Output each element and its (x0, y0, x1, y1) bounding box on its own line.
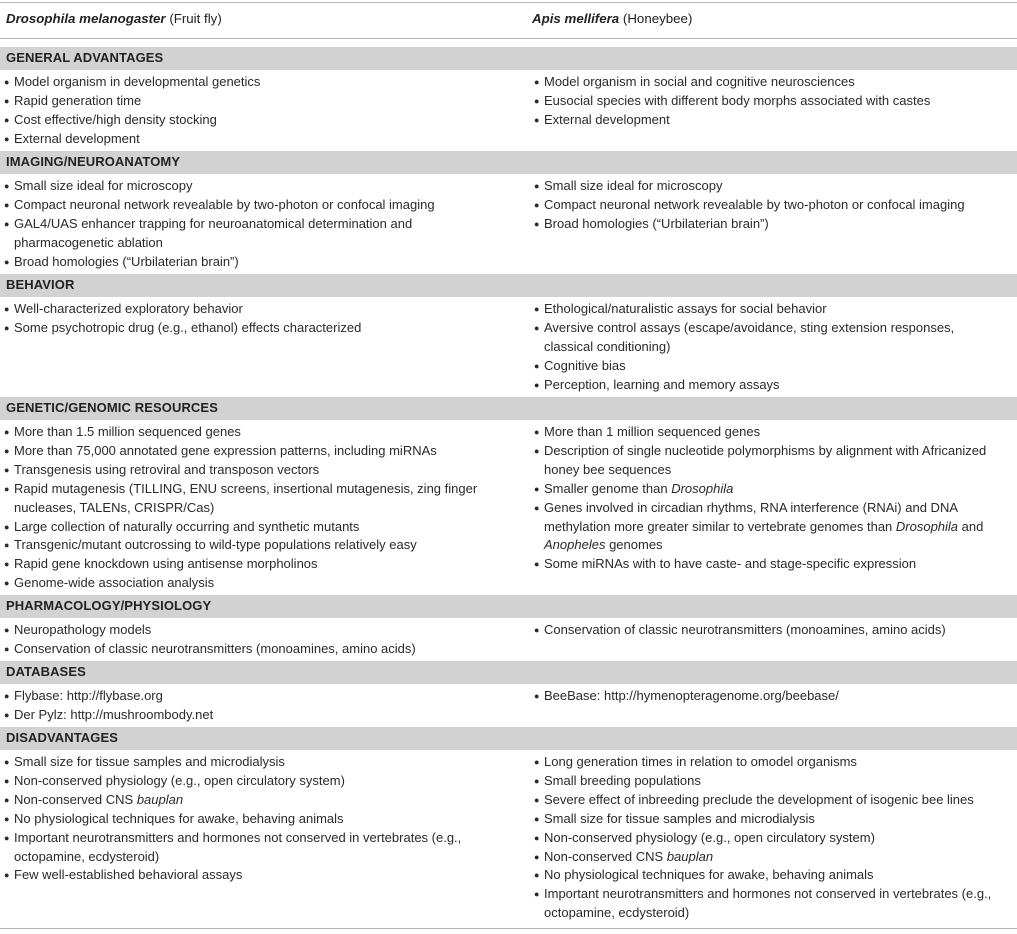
list-item (0, 480, 500, 499)
list-item-text: Important neurotransmitters and hormones not conserved in vertebrates (e.g., (544, 886, 992, 902)
bullet-icon: ● (4, 114, 10, 125)
italic-term: Drosophila (671, 480, 734, 496)
list-item-text: Model organism in developmental genetics (14, 74, 261, 89)
list-item (530, 215, 1017, 234)
list-item-text: Small size for tissue samples and microdialysis (544, 810, 815, 826)
list-item (0, 536, 500, 555)
list-item (530, 423, 1017, 442)
list-item-text: octopamine, ecdysteroid) (14, 848, 160, 864)
list-item (0, 866, 500, 885)
list-item-text: Small breeding populations (544, 772, 701, 788)
list-item-text: Compact neuronal network revealable by two-photon or confocal imaging (14, 196, 435, 212)
list-item (530, 319, 1017, 338)
bullet-icon: ● (534, 775, 540, 786)
list-item-text: Non-conserved physiology (e.g., open circulatory system) (14, 772, 345, 788)
fruit-fly-column (0, 687, 500, 725)
list-item-text: nucleases, TALENs, CRISPR/Cas) (14, 499, 215, 515)
section-title: PHARMACOLOGY/PHYSIOLOGY (6, 598, 212, 613)
bullet-icon: ● (534, 889, 540, 900)
section-band (0, 274, 1017, 297)
bullet-icon: ● (4, 304, 10, 314)
bullet-icon: ● (534, 304, 540, 314)
bullet-icon: ● (534, 691, 540, 701)
bullet-icon: ● (4, 578, 10, 589)
list-item-text: Few well-established behavioral assays (14, 867, 243, 883)
list-item (0, 423, 500, 442)
list-item-text: honey bee sequences (544, 461, 672, 477)
honeybee-column (530, 753, 1017, 923)
list-item-text: Long generation times in relation to omodel organisms (544, 754, 857, 769)
list-item (0, 706, 500, 725)
column-header-fruit-fly (6, 10, 222, 28)
bullet-icon: ● (4, 427, 10, 437)
bullet-icon: ● (534, 757, 540, 767)
list-item (0, 640, 500, 659)
list-item (530, 621, 1017, 640)
section-title: GENERAL ADVANTAGES (6, 50, 164, 65)
list-item-text: classical conditioning) (544, 338, 671, 354)
table-bottom-rule (0, 928, 1017, 929)
honeybee-column (530, 687, 1017, 706)
list-item (0, 555, 500, 574)
list-item-text: Small size ideal for microscopy (14, 178, 193, 193)
italic-term: Drosophila (895, 518, 959, 534)
bullet-icon: ● (4, 813, 10, 824)
list-item-text: Rapid generation time (14, 92, 142, 108)
list-item-text: Compact neuronal network revealable by two-photon or confocal imaging (544, 196, 965, 212)
bullet-icon: ● (4, 757, 10, 767)
honeybee-column (530, 73, 1017, 130)
list-item (530, 848, 1017, 867)
list-item (0, 753, 500, 772)
bullet-icon: ● (4, 256, 10, 267)
list-item (0, 687, 500, 706)
bullet-icon: ● (4, 483, 10, 494)
list-item (530, 111, 1017, 130)
list-item-continuation (530, 518, 1017, 537)
honeybee-column (530, 177, 1017, 234)
list-item-text: Description of single nucleotide polymorphisms by alignment with Africanized (544, 442, 987, 458)
bullet-icon: ● (4, 775, 10, 786)
list-item (530, 772, 1017, 791)
list-item-text: Model organism in social and cognitive neurosciences (544, 74, 855, 89)
bullet-icon: ● (534, 794, 540, 805)
bullet-icon: ● (4, 181, 10, 191)
bullet-icon: ● (4, 199, 10, 210)
bullet-icon: ● (4, 218, 10, 229)
list-item (530, 480, 1017, 499)
list-item-text: Small size for tissue samples and microdialysis (14, 754, 285, 769)
italic-term: bauplan (666, 848, 714, 864)
bullet-icon: ● (4, 133, 10, 144)
fruit-fly-column (0, 177, 500, 272)
section-band (0, 151, 1017, 174)
section-band (0, 595, 1017, 618)
column-header-common-name: (Fruit fly) (169, 11, 222, 26)
fruit-fly-column (0, 621, 500, 659)
list-item-text: No physiological techniques for awake, behaving animals (14, 810, 344, 826)
list-item-text: Well-characterized exploratory behavior (14, 301, 243, 316)
list-item-text: Transgenesis using retroviral and transposon vectors (14, 461, 320, 477)
bullet-icon: ● (534, 851, 540, 862)
bullet-icon: ● (534, 502, 540, 513)
list-item (530, 442, 1017, 461)
list-item (0, 253, 500, 272)
bullet-icon: ● (534, 427, 540, 437)
bullet-icon: ● (4, 464, 10, 475)
list-item (0, 442, 500, 461)
list-item-text: External development (14, 130, 140, 146)
section-band (0, 47, 1017, 70)
column-header-honeybee (532, 10, 692, 28)
fruit-fly-column (0, 300, 500, 338)
list-item-text: No physiological techniques for awake, behaving animals (544, 867, 874, 883)
list-item (530, 885, 1017, 904)
list-item-text: Eusocial species with different body morphs associated with castes (544, 92, 931, 108)
list-item-text: GAL4/UAS enhancer trapping for neuroanatomical determination and (14, 215, 413, 231)
list-item-text: More than 1 million sequenced genes (544, 424, 761, 439)
bullet-icon: ● (4, 521, 10, 532)
list-item-text: Genes involved in circadian rhythms, RNA interference (RNAi) and DNA (544, 499, 959, 515)
bullet-icon: ● (534, 445, 540, 456)
list-item-text: octopamine, ecdysteroid) (544, 905, 690, 921)
list-item (530, 376, 1017, 395)
list-item (0, 196, 500, 215)
list-item (530, 810, 1017, 829)
list-item (0, 461, 500, 480)
honeybee-column (530, 423, 1017, 574)
honeybee-column (530, 300, 1017, 395)
section-band (0, 727, 1017, 750)
list-item (0, 73, 500, 92)
bullet-icon: ● (534, 322, 540, 333)
fruit-fly-column (0, 753, 500, 885)
list-item-text: Some psychotropic drug (e.g., ethanol) effects characterized (14, 319, 362, 335)
list-item (530, 300, 1017, 319)
bullet-icon: ● (534, 360, 540, 371)
list-item (530, 687, 1017, 706)
list-item-text: Neuropathology models (14, 622, 152, 637)
list-item-text: pharmacogenetic ablation (14, 234, 163, 250)
list-item (0, 829, 500, 848)
bullet-icon: ● (534, 218, 540, 229)
section-title: DISADVANTAGES (6, 730, 119, 745)
section-title: BEHAVIOR (6, 277, 75, 292)
bullet-icon: ● (4, 445, 10, 456)
list-item-text: methylation more greater similar to vertebrate genomes than Drosophila and (544, 518, 984, 534)
list-item-continuation (0, 848, 500, 867)
list-item (530, 357, 1017, 376)
italic-term: bauplan (136, 791, 184, 807)
bullet-icon: ● (4, 794, 10, 805)
list-item (0, 300, 500, 319)
list-item (0, 92, 500, 111)
bullet-icon: ● (4, 870, 10, 881)
list-item-text: Non-conserved CNS bauplan (544, 848, 714, 864)
list-item-text: Important neurotransmitters and hormones not conserved in vertebrates (e.g., (14, 829, 462, 845)
italic-term: Anopheles (544, 537, 606, 553)
bullet-icon: ● (534, 813, 540, 824)
table-top-rule (0, 2, 1017, 3)
list-item (0, 518, 500, 537)
list-item (530, 555, 1017, 574)
list-item-continuation (0, 499, 500, 518)
bullet-icon: ● (4, 77, 10, 87)
list-item-text: Smaller genome than Drosophila (544, 480, 734, 496)
bullet-icon: ● (4, 691, 10, 701)
section-title: GENETIC/GENOMIC RESOURCES (6, 400, 218, 415)
fruit-fly-column (0, 73, 500, 149)
list-item-text: Non-conserved CNS bauplan (14, 791, 184, 807)
bullet-icon: ● (4, 322, 10, 333)
list-item (530, 499, 1017, 518)
list-item (0, 319, 500, 338)
section-band (0, 397, 1017, 420)
bullet-icon: ● (534, 832, 540, 843)
list-item-continuation (0, 234, 500, 253)
list-item (0, 574, 500, 593)
bullet-icon: ● (4, 709, 10, 720)
list-item-text: More than 1.5 million sequenced genes (14, 424, 241, 439)
list-item (0, 810, 500, 829)
bullet-icon: ● (4, 95, 10, 106)
section-band (0, 661, 1017, 684)
bullet-icon: ● (4, 559, 10, 570)
list-item (530, 791, 1017, 810)
bullet-icon: ● (534, 870, 540, 881)
list-item-text: Flybase: http://flybase.org (14, 688, 163, 703)
bullet-icon: ● (4, 832, 10, 843)
list-item-text: Rapid gene knockdown using antisense morpholinos (14, 556, 318, 572)
list-item-text: Cognitive bias (544, 357, 626, 373)
column-header-common-name: (Honeybee) (622, 11, 693, 26)
list-item-text: Conservation of classic neurotransmitters (monoamines, amino acids) (544, 622, 946, 637)
list-item-text: Genome-wide association analysis (14, 575, 215, 591)
list-item-text: Anopheles genomes (544, 537, 663, 553)
bullet-icon: ● (534, 199, 540, 210)
bullet-icon: ● (534, 77, 540, 87)
list-item-text: Aversive control assays (escape/avoidance, sting extension responses, (544, 319, 955, 335)
list-item-continuation (530, 338, 1017, 357)
list-item-continuation (530, 536, 1017, 555)
list-item-text: Cost effective/high density stocking (14, 111, 217, 127)
honeybee-column (530, 621, 1017, 640)
bullet-icon: ● (534, 114, 540, 125)
list-item (530, 196, 1017, 215)
list-item (530, 177, 1017, 196)
list-item-text: Rapid mutagenesis (TILLING, ENU screens, insertional mutagenesis, zing finger (14, 480, 478, 496)
list-item-text: Conservation of classic neurotransmitters (monoamines, amino acids) (14, 640, 416, 656)
header-rule (0, 38, 1017, 39)
bullet-icon: ● (534, 625, 540, 635)
list-item-text: Small size ideal for microscopy (544, 178, 723, 193)
list-item-continuation (530, 904, 1017, 923)
list-item (0, 111, 500, 130)
list-item-text: Der Pylz: http://mushroombody.net (14, 706, 214, 722)
list-item-text: Transgenic/mutant outcrossing to wild-type populations relatively easy (14, 537, 417, 553)
list-item (530, 73, 1017, 92)
list-item-text: Perception, learning and memory assays (544, 376, 780, 392)
list-item-text: Ethological/naturalistic assays for social behavior (544, 301, 827, 316)
list-item (0, 177, 500, 196)
list-item-text: External development (544, 111, 670, 127)
list-item-text: Non-conserved physiology (e.g., open circulatory system) (544, 829, 875, 845)
list-item-text: Some miRNAs with to have caste- and stage-specific expression (544, 556, 917, 572)
bullet-icon: ● (4, 643, 10, 654)
list-item (530, 829, 1017, 848)
list-item-text: More than 75,000 annotated gene expression patterns, including miRNAs (14, 442, 437, 458)
column-header-species: Drosophila melanogaster (6, 11, 166, 26)
list-item-text: BeeBase: http://hymenopteragenome.org/beebase/ (544, 688, 839, 703)
column-header-species: Apis mellifera (532, 11, 620, 26)
list-item (0, 791, 500, 810)
section-title: DATABASES (6, 664, 86, 679)
list-item (0, 215, 500, 234)
list-item-continuation (530, 461, 1017, 480)
list-item (530, 92, 1017, 111)
bullet-icon: ● (534, 559, 540, 570)
list-item (530, 753, 1017, 772)
list-item-text: Severe effect of inbreeding preclude the development of isogenic bee lines (544, 791, 974, 807)
bullet-icon: ● (4, 625, 10, 635)
fruit-fly-column (0, 423, 500, 593)
bullet-icon: ● (534, 95, 540, 106)
list-item-text: Broad homologies (“Urbilaterian brain”) (544, 215, 769, 231)
section-title: IMAGING/NEUROANATOMY (6, 154, 181, 169)
list-item-text: Broad homologies (“Urbilaterian brain”) (14, 253, 239, 269)
list-item (530, 866, 1017, 885)
bullet-icon: ● (4, 540, 10, 551)
list-item (0, 130, 500, 149)
bullet-icon: ● (534, 483, 540, 494)
list-item (0, 621, 500, 640)
list-item-text: Large collection of naturally occurring and synthetic mutants (14, 518, 360, 534)
bullet-icon: ● (534, 181, 540, 191)
list-item (0, 772, 500, 791)
bullet-icon: ● (534, 379, 540, 390)
